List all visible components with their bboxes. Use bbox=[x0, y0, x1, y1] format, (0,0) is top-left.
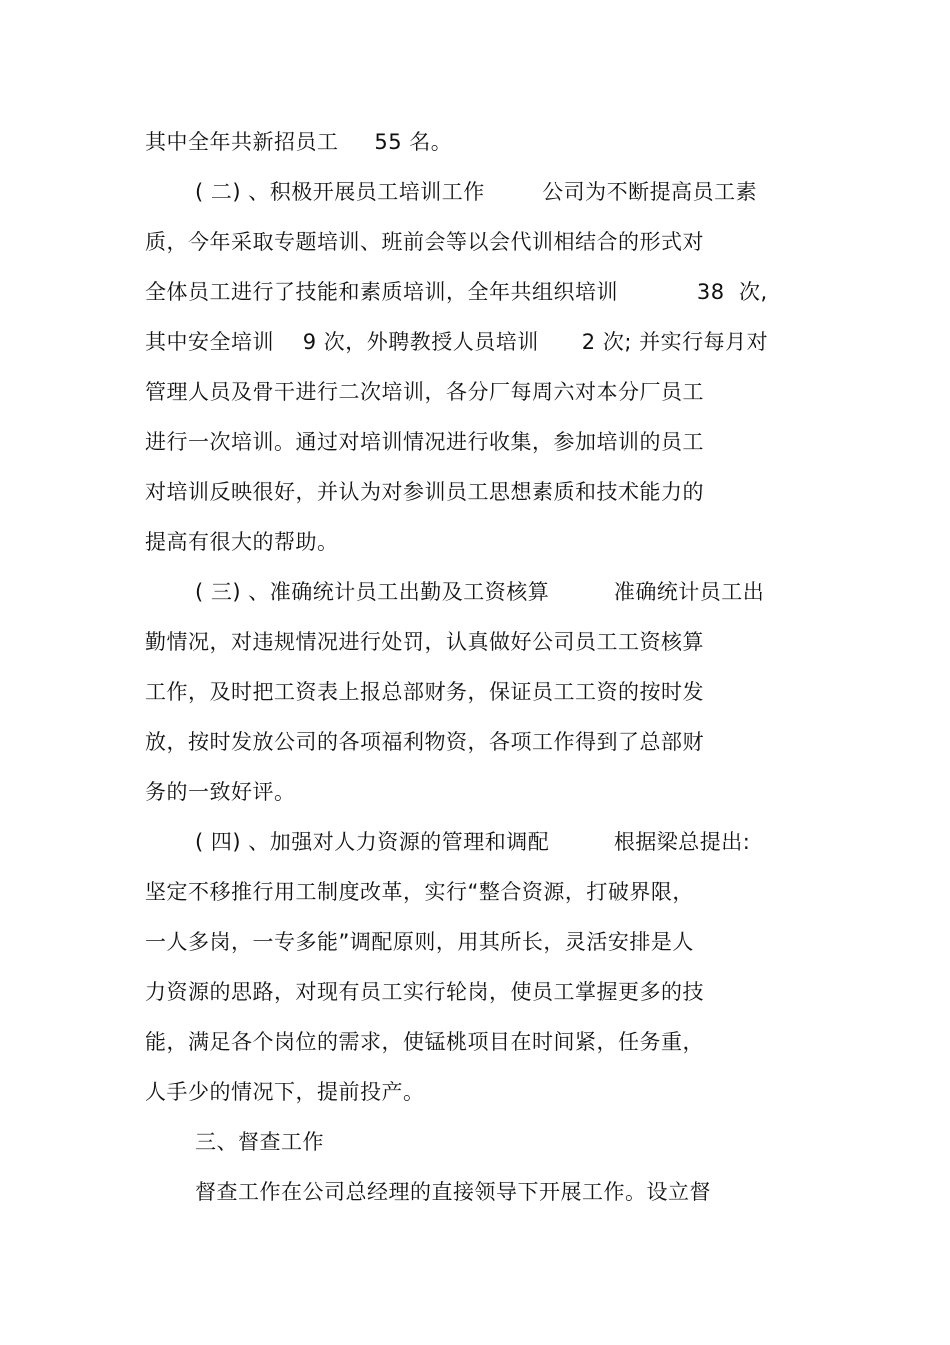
text-line: 进行一次培训。通过对培训情况进行收集，参加培训的员工 bbox=[145, 430, 704, 454]
text-line: 工作，及时把工资表上报总部财务，保证员工工资的按时发 bbox=[145, 680, 704, 704]
section-heading-line: ( 三) 、准确统计员工出勤及工资核算 准确统计员工出 bbox=[195, 580, 765, 604]
section-title: 三、督查工作 bbox=[195, 1130, 324, 1154]
text-line: 其中安全培训 9 次，外聘教授人员培训 2 次; 并实行每月对 bbox=[145, 330, 769, 354]
text-line: 能，满足各个岗位的需求，使锰桃项目在时间紧，任务重， bbox=[145, 1030, 704, 1054]
text-line: 放，按时发放公司的各项福利物资，各项工作得到了总部财 bbox=[145, 730, 704, 754]
text-line: 质，今年采取专题培训、班前会等以会代训相结合的形式对 bbox=[145, 230, 704, 254]
text-line: 督查工作在公司总经理的直接领导下开展工作。设立督 bbox=[195, 1180, 711, 1204]
text-line: 全体员工进行了技能和素质培训，全年共组织培训 38 次, bbox=[145, 280, 768, 304]
text-line: 管理人员及骨干进行二次培训，各分厂每周六对本分厂员工 bbox=[145, 380, 704, 404]
text-line: 务的一致好评。 bbox=[145, 780, 296, 804]
text-line: 人手少的情况下，提前投产。 bbox=[145, 1080, 425, 1104]
text-line: 一人多岗，一专多能”调配原则，用其所长，灵活安排是人 bbox=[145, 930, 694, 954]
text-line: 勤情况，对违规情况进行处罚，认真做好公司员工工资核算 bbox=[145, 630, 704, 654]
text-line: 力资源的思路，对现有员工实行轮岗，使员工掌握更多的技 bbox=[145, 980, 704, 1004]
text-line: 其中全年共新招员工 55 名。 bbox=[145, 130, 453, 154]
section-heading-line: ( 二) 、积极开展员工培训工作 公司为不断提高员工素 bbox=[195, 180, 758, 204]
text-line: 提高有很大的帮助。 bbox=[145, 530, 339, 554]
text-line: 对培训反映很好，并认为对参训员工思想素质和技术能力的 bbox=[145, 480, 704, 504]
text-line: 坚定不移推行用工制度改革，实行“整合资源，打破界限， bbox=[145, 880, 694, 904]
section-heading-line: ( 四) 、加强对人力资源的管理和调配 根据梁总提出: bbox=[195, 830, 751, 854]
